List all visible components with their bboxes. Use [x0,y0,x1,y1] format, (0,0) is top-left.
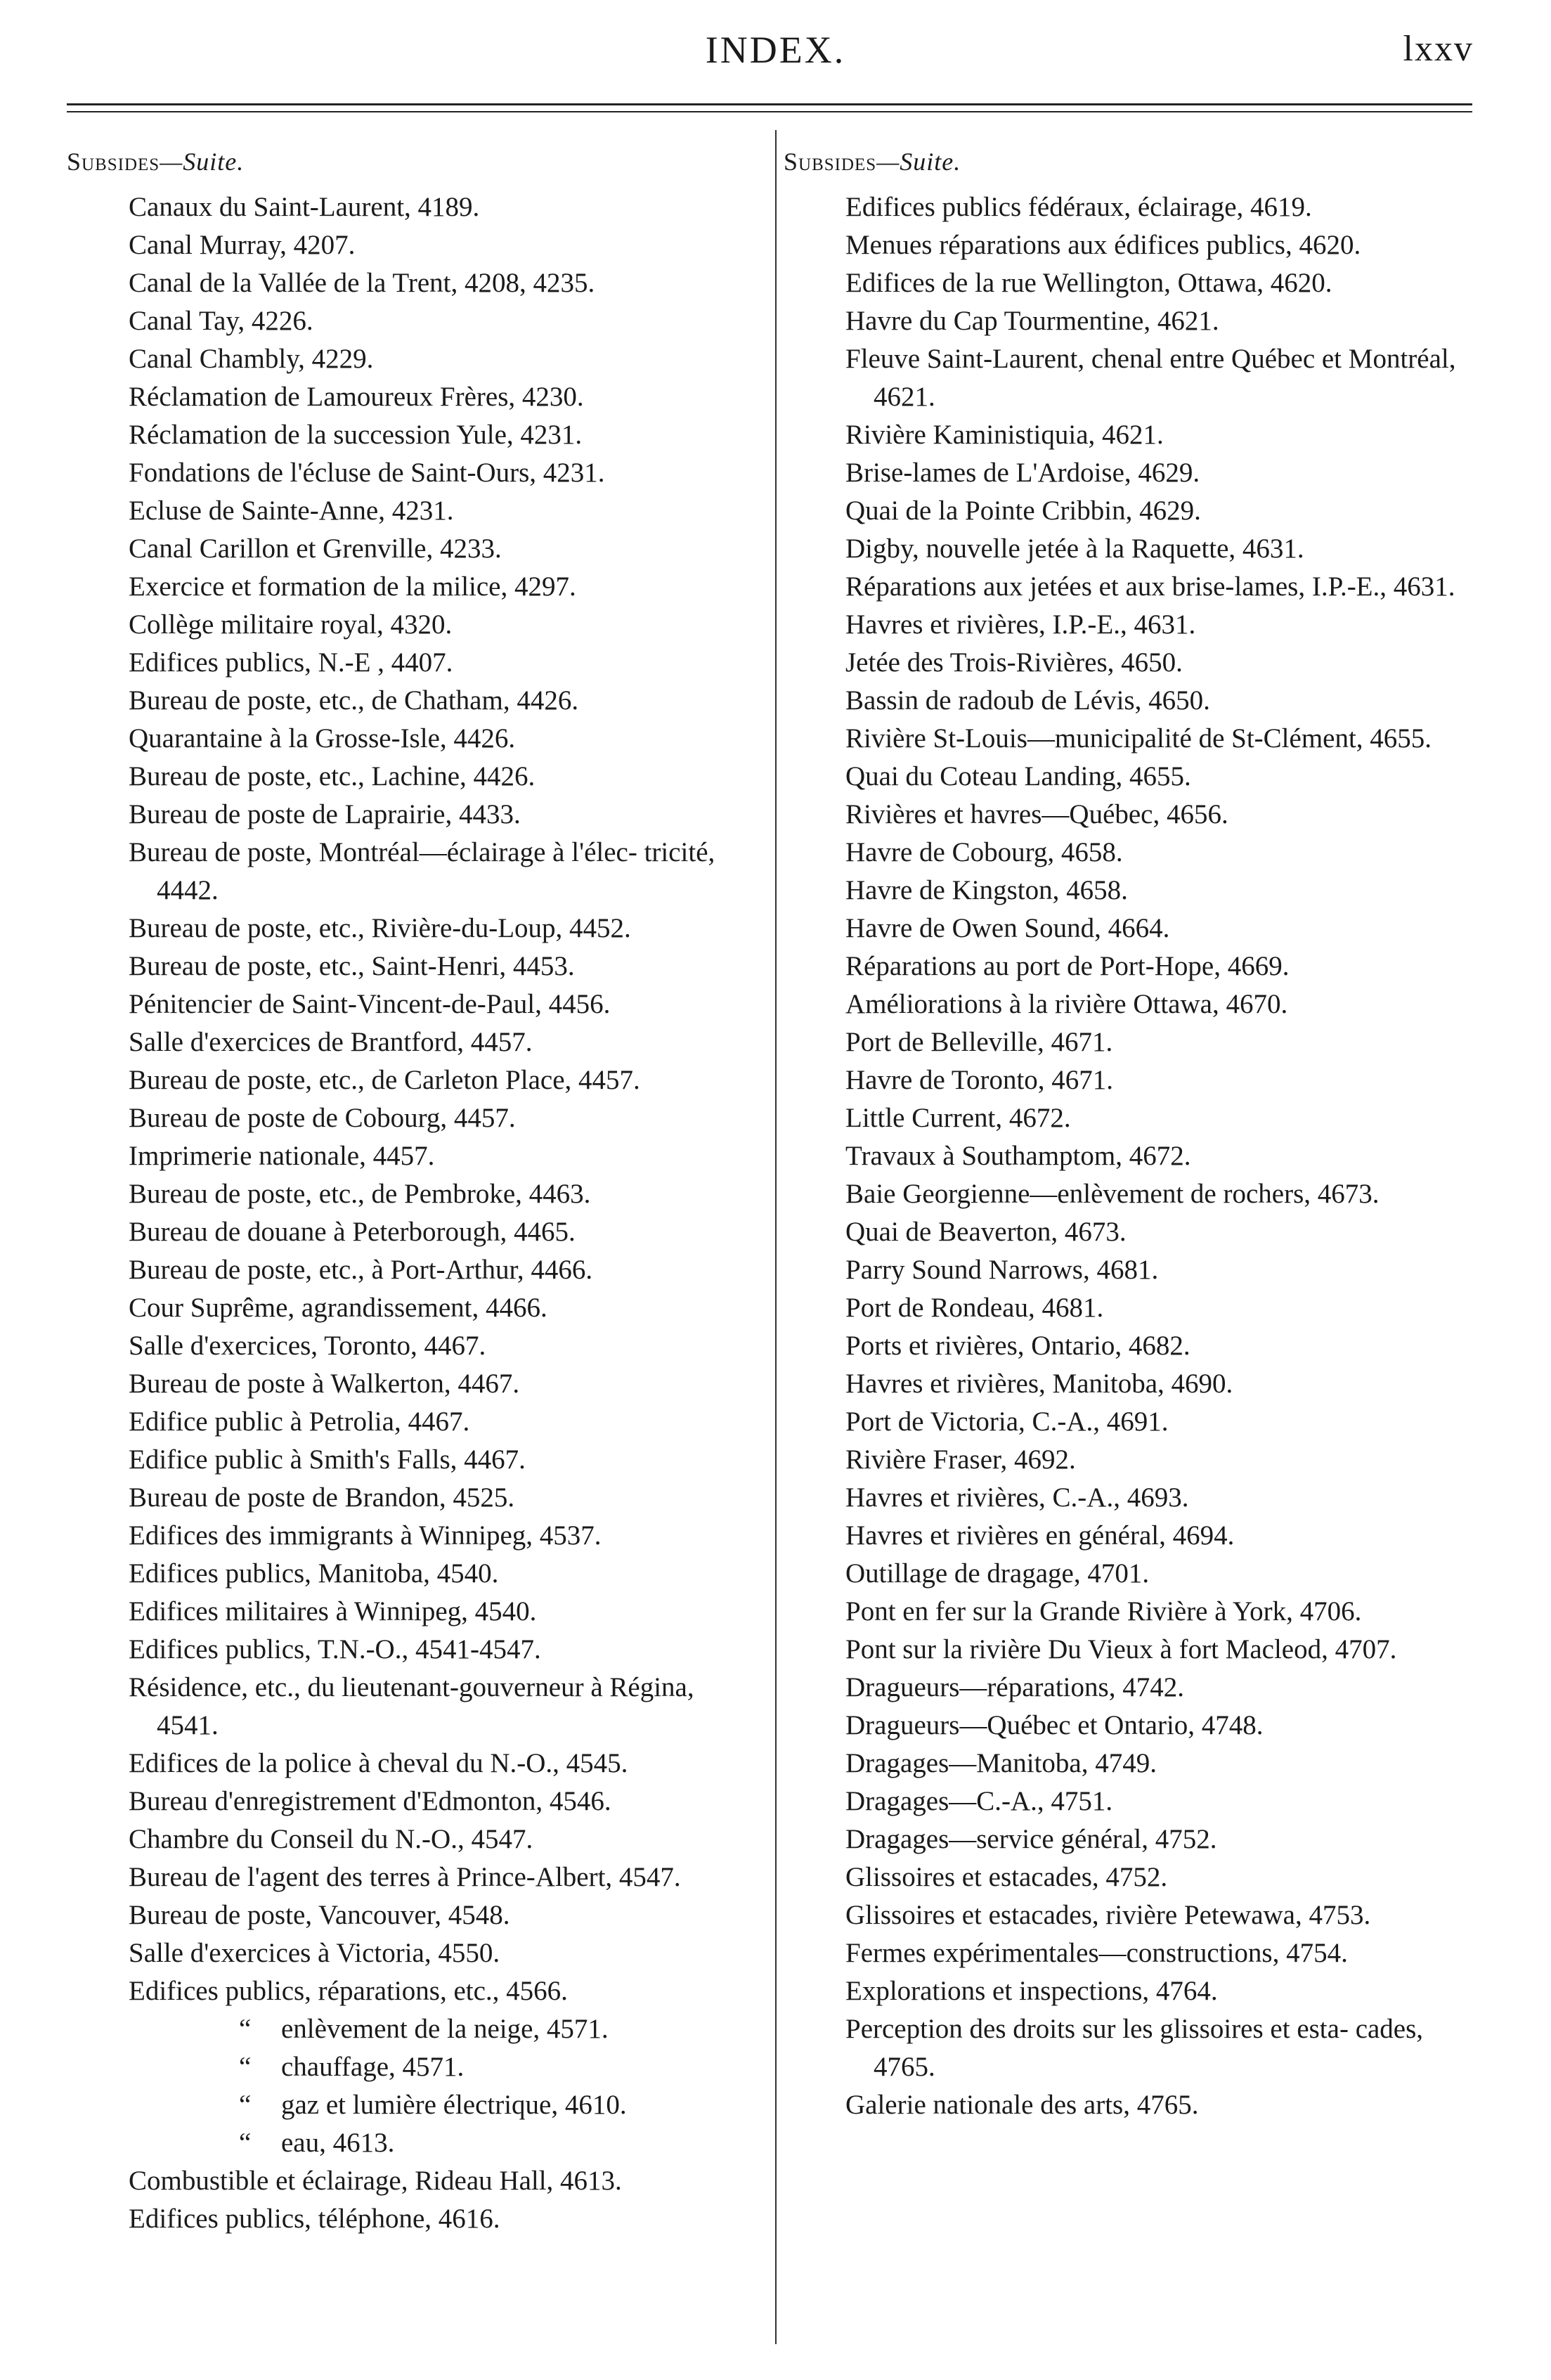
index-entry [784,1099,1479,1137]
index-entry [784,1061,1479,1099]
index-entry-text: Bureau de poste, etc., de Pembroke, 4463. [129,1179,591,1209]
index-entry-text: Havre de Toronto, 4671. [845,1065,1114,1095]
index-entry [784,758,1479,796]
index-entry-text: Bureau de poste, etc., de Carleton Place, 4457. [129,1065,640,1095]
index-entry [784,568,1479,606]
right-entry-list [784,188,1479,2124]
index-entry-text: Bureau de poste, etc., Rivière-du-Loup, 4452. [129,913,631,943]
index-entry-text: Rivières et havres—Québec, 4656. [845,799,1228,829]
index-entry [67,948,762,985]
index-entry-text: Havres et rivières, Manitoba, 4690. [845,1369,1233,1399]
index-entry-text: Havre de Cobourg, 4658. [845,837,1123,867]
index-entry [67,226,762,264]
index-entry-text: Galerie nationale des arts, 4765. [845,2090,1199,2120]
index-entry [67,264,762,302]
index-entry-text: Imprimerie nationale, 4457. [129,1141,435,1171]
index-entry [67,1745,762,1783]
index-entry [67,1099,762,1137]
index-entry [784,1631,1479,1669]
index-entry-text: Bureau de poste à Walkerton, 4467. [129,1369,520,1399]
index-entry [784,872,1479,910]
index-entry [67,530,762,568]
index-entry-text: Jetée des Trois-Rivières, 4650. [845,647,1183,678]
index-entry-text: Port de Rondeau, 4681. [845,1293,1104,1323]
index-entry [67,340,762,378]
index-entry-text: Réparations au port de Port-Hope, 4669. [845,951,1290,981]
index-entry-text: Pénitencier de Saint-Vincent-de-Paul, 4456. [129,989,611,1019]
index-entry [784,2010,1479,2086]
index-entry-text: Bureau de poste, Montréal—éclairage à l'élec- tricité, 4442. [129,837,715,905]
index-entry [67,188,762,226]
index-entry [784,720,1479,758]
index-entry [784,1820,1479,1858]
index-entry [784,416,1479,454]
index-entry-text: Menues réparations aux édifices publics, 4620. [845,230,1361,260]
index-entry [784,1745,1479,1783]
index-entry-text: Rivière St-Louis—municipalité de St-Clément, 4655. [845,723,1432,754]
index-entry [784,1251,1479,1289]
index-entry-text: Rivière Kaministiquia, 4621. [845,420,1164,450]
index-entry-text: Dragages—C.-A., 4751. [845,1786,1113,1816]
index-entry-text: Bureau de douane à Peterborough, 4465. [129,1217,576,1247]
index-entry [67,1783,762,1820]
index-entry [784,910,1479,948]
index-entry [67,378,762,416]
index-entry [67,302,762,340]
index-entry-text: Bureau d'enregistrement d'Edmonton, 4546. [129,1786,611,1816]
index-entry [784,1896,1479,1934]
left-entry-list [67,188,762,2238]
index-entry [67,720,762,758]
index-entry [67,1213,762,1251]
index-entry [67,2200,762,2238]
ditto-mark: “ [239,2052,252,2082]
index-entry-text: Bureau de poste, etc., Saint-Henri, 4453. [129,951,575,981]
index-entry [67,1517,762,1555]
index-subentry-text: gaz et lumière électrique, 4610. [281,2090,627,2120]
index-entry-text: Glissoires et estacades, 4752. [845,1862,1168,1892]
index-entry-text: Bureau de poste, Vancouver, 4548. [129,1900,510,1930]
index-entry [67,1251,762,1289]
index-entry [784,264,1479,302]
index-entry-text: Edifices publics, Manitoba, 4540. [129,1558,499,1589]
index-entry [784,948,1479,985]
index-entry-text: Quarantaine à la Grosse-Isle, 4426. [129,723,516,754]
index-entry [67,492,762,530]
index-entry [784,1441,1479,1479]
index-entry [784,1555,1479,1593]
index-entry-text: Port de Victoria, C.-A., 4691. [845,1406,1169,1437]
index-entry-text: Fleuve Saint-Laurent, chenal entre Québec et Montréal, 4621. [845,344,1456,412]
index-entry-text: Canal de la Vallée de la Trent, 4208, 4235. [129,268,595,298]
index-entry [784,530,1479,568]
index-entry [67,1023,762,1061]
index-entry-text: Outillage de dragage, 4701. [845,1558,1150,1589]
column-divider [775,130,777,2344]
section-heading-right [784,141,1479,183]
index-entry-text: Port de Belleville, 4671. [845,1027,1113,1057]
index-entry [784,302,1479,340]
index-entry [784,1669,1479,1707]
index-entry-text: Bureau de poste, etc., de Chatham, 4426. [129,685,579,716]
index-entry [784,1403,1479,1441]
index-entry [67,1896,762,1934]
index-entry [67,1479,762,1517]
index-entry-text: Résidence, etc., du lieutenant-gouverneur à Régina, 4541. [129,1672,694,1740]
index-entry-text: Glissoires et estacades, rivière Petewawa, 4753. [845,1900,1371,1930]
page-header [0,28,1551,98]
index-entry-text: Ecluse de Sainte-Anne, 4231. [129,496,454,526]
index-entry [67,1555,762,1593]
index-subentry-text: enlèvement de la neige, 4571. [281,2014,609,2044]
index-entry [67,1820,762,1858]
index-entry-text: Dragueurs—Québec et Ontario, 4748. [845,1710,1264,1740]
index-entry [67,606,762,644]
index-entry-text: Réclamation de la succession Yule, 4231. [129,420,583,450]
index-entry-text: Bureau de poste de Laprairie, 4433. [129,799,521,829]
page-title: INDEX. [705,29,846,71]
index-entry [67,758,762,796]
index-entry [67,1593,762,1631]
index-entry-text: Quai de Beaverton, 4673. [845,1217,1127,1247]
index-entry [67,1403,762,1441]
index-entry-text: Canal Murray, 4207. [129,230,356,260]
index-entry [784,1593,1479,1631]
index-entry-text: Edifices publics, téléphone, 4616. [129,2204,500,2234]
index-entry [67,644,762,682]
index-subentry [67,2086,762,2124]
index-entry-text: Canal Chambly, 4229. [129,344,374,374]
index-entry-text: Explorations et inspections, 4764. [845,1976,1218,2006]
ditto-mark: “ [239,2128,252,2158]
index-entry-text: Ports et rivières, Ontario, 4682. [845,1331,1190,1361]
index-subentry [67,2124,762,2162]
index-entry-text: Pont en fer sur la Grande Rivière à York, 4706. [845,1596,1362,1626]
index-entry [784,606,1479,644]
index-entry-text: Fondations de l'écluse de Saint-Ours, 4231. [129,458,605,488]
index-entry [784,188,1479,226]
index-entry-text: Quai du Coteau Landing, 4655. [845,761,1191,791]
index-entry [784,226,1479,264]
index-entry-text: Pont sur la rivière Du Vieux à fort Macleod, 4707. [845,1634,1397,1664]
index-entry-text: Améliorations à la rivière Ottawa, 4670. [845,989,1288,1019]
index-entry [67,910,762,948]
index-entry-text: Canal Tay, 4226. [129,306,313,336]
index-entry-text: Parry Sound Narrows, 4681. [845,1255,1159,1285]
index-entry-text: Dragueurs—réparations, 4742. [845,1672,1184,1702]
index-entry [784,340,1479,416]
index-subentry [67,2048,762,2086]
index-entry-text: Salle d'exercices à Victoria, 4550. [129,1938,500,1968]
index-entry [784,796,1479,834]
index-entry [67,1669,762,1745]
index-entry [784,2086,1479,2124]
index-subentry [67,2010,762,2048]
index-entry [67,416,762,454]
index-entry [67,1289,762,1327]
index-entry-text: Edifice public à Petrolia, 4467. [129,1406,470,1437]
index-entry-text: Little Current, 4672. [845,1103,1071,1133]
index-entry-text: Edifices publics, réparations, etc., 4566. [129,1976,568,2006]
index-entry-text: Collège militaire royal, 4320. [129,609,453,640]
index-entry [67,985,762,1023]
index-entry [67,1441,762,1479]
index-entry [784,1213,1479,1251]
index-entry [67,1365,762,1403]
index-entry-text: Chambre du Conseil du N.-O., 4547. [129,1824,533,1854]
index-entry [67,1972,762,2010]
index-entry-text: Edifices publics fédéraux, éclairage, 4619. [845,192,1312,222]
index-entry [784,1023,1479,1061]
index-entry [67,682,762,720]
index-subentry-text: eau, 4613. [281,2128,395,2158]
section-heading-name: Subsides [67,148,160,176]
index-entry [67,1858,762,1896]
index-entry [67,1631,762,1669]
index-entry [67,568,762,606]
index-entry [67,1327,762,1365]
index-entry [67,1175,762,1213]
index-entry-text: Havres et rivières en général, 4694. [845,1520,1235,1551]
index-entry-text: Perception des droits sur les glissoires et esta- cades, 4765. [845,2014,1424,2082]
index-entry [784,1858,1479,1896]
index-entry [67,1934,762,1972]
header-rule-thick [67,103,1472,105]
index-entry [784,1972,1479,2010]
header-rule-thin [67,111,1472,112]
index-entry-text: Havres et rivières, I.P.-E., 4631. [845,609,1196,640]
index-entry-text: Bureau de poste, etc., à Port-Arthur, 4466. [129,1255,593,1285]
index-entry [784,1289,1479,1327]
section-heading-suffix: —Suite. [876,148,961,176]
index-entry [784,644,1479,682]
section-heading-left [67,141,762,183]
section-heading-suffix: —Suite. [160,148,245,176]
ditto-mark: “ [239,2090,252,2120]
index-entry-text: Réparations aux jetées et aux brise-lames, I.P.-E., 4631. [845,571,1455,602]
index-entry-text: Cour Suprême, agrandissement, 4466. [129,1293,547,1323]
index-entry-text: Edifices militaires à Winnipeg, 4540. [129,1596,537,1626]
index-entry [784,834,1479,872]
index-entry-text: Havre de Kingston, 4658. [845,875,1128,905]
index-entry [67,2162,762,2200]
index-entry-text: Salle d'exercices de Brantford, 4457. [129,1027,533,1057]
index-entry-text: Bureau de poste de Brandon, 4525. [129,1482,515,1513]
index-entry-text: Bureau de l'agent des terres à Prince-Albert, 4547. [129,1862,681,1892]
index-entry [67,1137,762,1175]
index-entry-text: Quai de la Pointe Cribbin, 4629. [845,496,1201,526]
index-entry [67,834,762,910]
index-entry-text: Rivière Fraser, 4692. [845,1444,1076,1475]
index-entry [784,1479,1479,1517]
index-entry [784,492,1479,530]
page-number: lxxv [1403,29,1474,69]
right-column [784,141,1479,2124]
index-entry-text: Edifices des immigrants à Winnipeg, 4537. [129,1520,602,1551]
index-entry [784,682,1479,720]
index-entry-text: Havre du Cap Tourmentine, 4621. [845,306,1219,336]
index-entry [784,454,1479,492]
index-entry-text: Havre de Owen Sound, 4664. [845,913,1170,943]
index-entry-text: Brise-lames de L'Ardoise, 4629. [845,458,1200,488]
left-column [67,141,762,2238]
index-entry [784,1137,1479,1175]
index-entry-text: Salle d'exercices, Toronto, 4467. [129,1331,486,1361]
index-entry-text: Canal Carillon et Grenville, 4233. [129,533,502,564]
index-entry [67,796,762,834]
index-entry-text: Dragages—service général, 4752. [845,1824,1217,1854]
index-entry [784,985,1479,1023]
index-entry-text: Fermes expérimentales—constructions, 4754. [845,1938,1348,1968]
index-entry [784,1517,1479,1555]
index-entry-text: Havres et rivières, C.-A., 4693. [845,1482,1189,1513]
index-entry [67,1061,762,1099]
ditto-mark: “ [239,2014,252,2044]
index-entry [784,1934,1479,1972]
index-entry [784,1365,1479,1403]
index-entry-text: Baie Georgienne—enlèvement de rochers, 4673. [845,1179,1380,1209]
index-entry-text: Bassin de radoub de Lévis, 4650. [845,685,1210,716]
index-entry [784,1707,1479,1745]
index-entry-text: Bureau de poste de Cobourg, 4457. [129,1103,516,1133]
index-entry [784,1175,1479,1213]
index-entry-text: Exercice et formation de la milice, 4297. [129,571,576,602]
index-entry-text: Bureau de poste, etc., Lachine, 4426. [129,761,536,791]
index-subentry-text: chauffage, 4571. [281,2052,465,2082]
index-entry-text: Edifices de la rue Wellington, Ottawa, 4620. [845,268,1332,298]
index-entry-text: Digby, nouvelle jetée à la Raquette, 4631. [845,533,1304,564]
index-entry [67,454,762,492]
index-entry-text: Edifices publics, N.-E , 4407. [129,647,453,678]
index-entry-text: Edifices de la police à cheval du N.-O., 4545. [129,1748,628,1778]
index-entry [784,1783,1479,1820]
index-entry-text: Travaux à Southamptom, 4672. [845,1141,1191,1171]
index-entry-text: Dragages—Manitoba, 4749. [845,1748,1157,1778]
index-entry-text: Réclamation de Lamoureux Frères, 4230. [129,382,584,412]
index-entry-text: Edifices publics, T.N.-O., 4541-4547. [129,1634,541,1664]
index-entry [784,1327,1479,1365]
index-entry-text: Canaux du Saint-Laurent, 4189. [129,192,480,222]
index-entry-text: Combustible et éclairage, Rideau Hall, 4613. [129,2166,622,2196]
index-entry-text: Edifice public à Smith's Falls, 4467. [129,1444,526,1475]
section-heading-name: Subsides [784,148,877,176]
